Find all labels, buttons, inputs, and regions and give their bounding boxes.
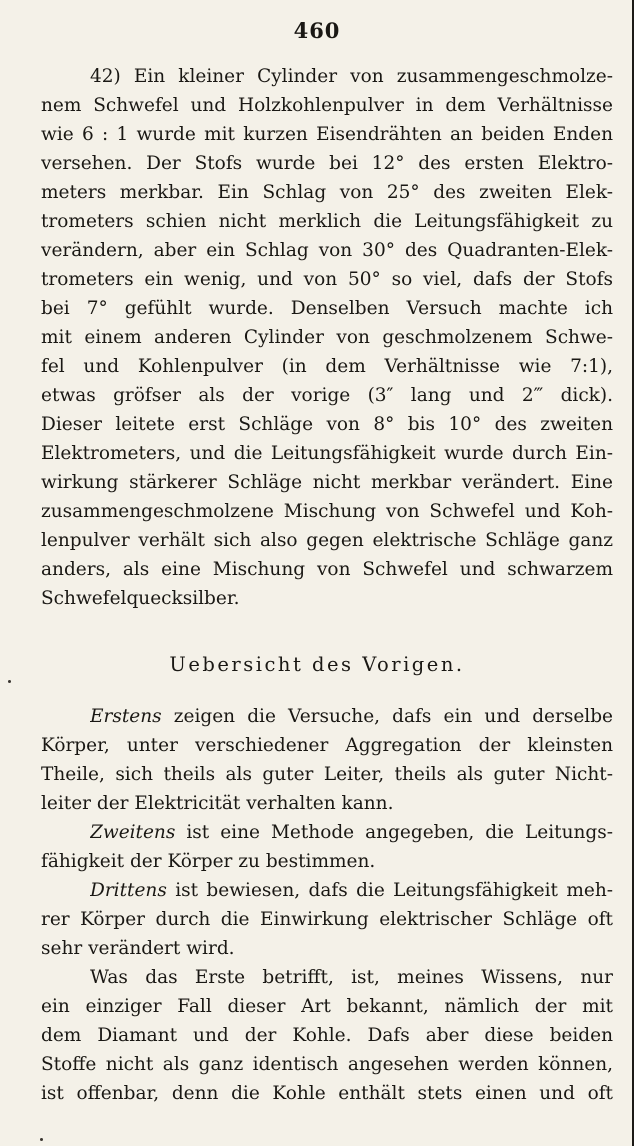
text-line: fähigkeit der Körper zu bestimmen. xyxy=(41,851,376,872)
text-line: trometers ein wenig, und von 50° so viel, dafs der Stofs xyxy=(41,269,613,290)
text-line xyxy=(90,876,613,905)
text-line: wirkung stärkerer Schläge nicht merkbar verändert. Eine xyxy=(41,472,613,493)
text-line: lenpulver verhält sich also gegen elektrische Schläge ganz xyxy=(41,530,613,551)
text-line: 42) Ein kleiner Cylinder von zusammengeschmolze- xyxy=(90,66,613,87)
text-line: dem Diamant und der Kohle. Dafs aber diese beiden xyxy=(41,1025,613,1046)
text-line: leiter der Elektricität verhalten kann. xyxy=(41,793,394,814)
text-line: anders, als eine Mischung von Schwefel und schwarzem xyxy=(41,559,613,580)
text-line: sehr verändert wird. xyxy=(41,938,235,959)
paper-speck xyxy=(8,680,11,683)
text-line: Körper, unter verschiedener Aggregation der kleinsten xyxy=(41,735,613,756)
section-heading: Uebersicht des Vorigen. xyxy=(169,653,465,676)
text-line: verändern, aber ein Schlag von 30° des Quadranten-Elek- xyxy=(41,240,613,261)
text-line: Stoffe nicht als ganz identisch angesehen werden können, xyxy=(41,1054,613,1075)
text-line: mit einem anderen Cylinder von geschmolzenem Schwe- xyxy=(41,327,613,348)
text-line: rer Körper durch die Einwirkung elektrischer Schläge oft xyxy=(41,909,613,930)
text-line: versehen. Der Stofs wurde bei 12° des ersten Elektro- xyxy=(41,153,613,174)
text-line: ist offenbar, denn die Kohle enthält stets einen und oft xyxy=(41,1083,613,1104)
text-line xyxy=(90,702,613,731)
text-line: etwas gröfser als der vorige (3″ lang und 2‴ dick). xyxy=(41,385,613,406)
text-line: trometers schien nicht merklich die Leitungsfähigkeit zu xyxy=(41,211,613,232)
lead-word: Drittens xyxy=(90,880,167,901)
text-line: wie 6 : 1 wurde mit kurzen Eisendrähten an beiden Enden xyxy=(41,124,613,145)
text-line: fel und Kohlenpulver (in dem Verhältnisse wie 7:1), xyxy=(41,356,613,377)
text-line: meters merkbar. Ein Schlag von 25° des zweiten Elek- xyxy=(41,182,613,203)
text-line: Schwefelquecksilber. xyxy=(41,588,240,609)
text-line xyxy=(90,818,613,847)
line-rest: ist eine Methode angegeben, die Leitungs- xyxy=(175,822,613,843)
lead-word: Zweitens xyxy=(90,822,176,843)
text-line: ein einziger Fall dieser Art bekannt, nämlich der mit xyxy=(41,996,613,1017)
text-line: Elektrometers, und die Leitungsfähigkeit wurde durch Ein- xyxy=(41,443,613,464)
text-line: Was das Erste betrifft, ist, meines Wissens, nur xyxy=(90,967,613,988)
text-line: nem Schwefel und Holzkohlenpulver in dem Verhältnisse xyxy=(41,95,613,116)
text-line: Theile, sich theils als guter Leiter, theils als guter Nicht- xyxy=(41,764,613,785)
page-number: 460 xyxy=(293,18,341,43)
lead-word: Erstens xyxy=(90,706,162,727)
text-line: Dieser leitete erst Schläge von 8° bis 10° des zweiten xyxy=(41,414,613,435)
line-rest: ist bewiesen, dafs die Leitungsfähigkeit meh- xyxy=(166,880,613,901)
text-line: zusammengeschmolzene Mischung von Schwefel und Koh- xyxy=(41,501,613,522)
line-rest: zeigen die Versuche, dafs ein und derselbe xyxy=(161,706,613,727)
text-line: bei 7° gefühlt wurde. Denselben Versuch machte ich xyxy=(41,298,613,319)
paper-speck xyxy=(40,1138,43,1141)
